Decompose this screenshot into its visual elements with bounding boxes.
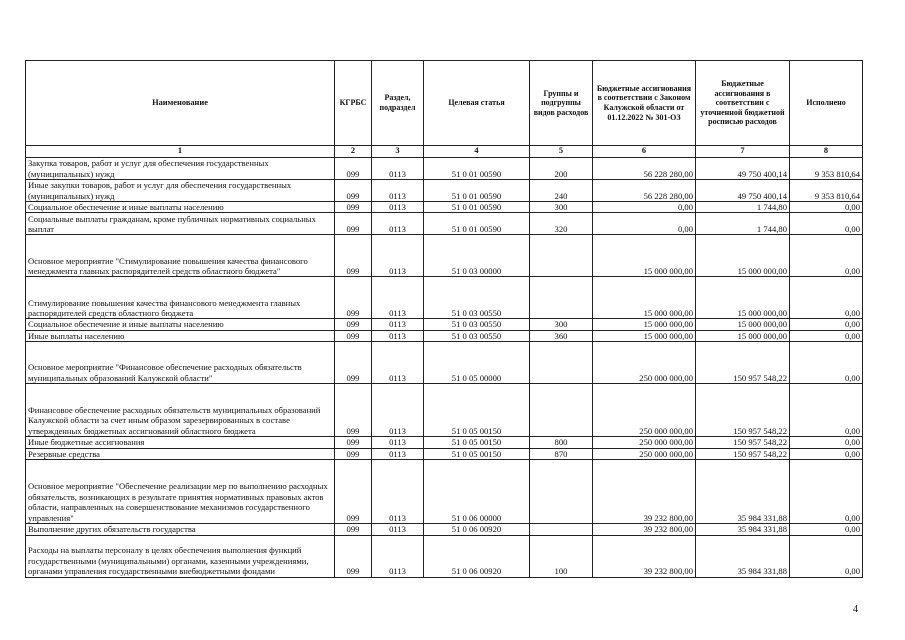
header-target: Целевая статья: [424, 61, 530, 146]
table-row: [26, 535, 863, 577]
row-revised-allocation: 15 000 000,00: [696, 330, 790, 341]
row-kgrbs: 099: [335, 448, 372, 459]
row-name: Основное мероприятие "Стимулирование повышения качества финансового менеджмента главных распорядителей средств областного бюджета": [26, 235, 335, 277]
row-name: Финансовое обеспечение расходных обязательств муниципальных образований Калужской области за счет иным образом зарезервированных в составе утвержденных бюджетных ассигнований областного бюджета: [26, 384, 335, 437]
row-target: 51 0 03 00000: [424, 235, 530, 277]
row-section: 0113: [372, 277, 424, 319]
row-revised-allocation: 35 984 331,88: [696, 524, 790, 535]
row-section: 0113: [372, 384, 424, 437]
row-revised-allocation: 49 750 400,14: [696, 180, 790, 202]
row-section: 0113: [372, 448, 424, 459]
row-revised-allocation: 150 957 548,22: [696, 342, 790, 384]
header-name: Наименование: [26, 61, 335, 146]
table-row: [26, 180, 863, 202]
column-number: 1: [26, 146, 335, 158]
row-law-allocation: 39 232 800,00: [593, 524, 696, 535]
row-section: 0113: [372, 342, 424, 384]
row-section: 0113: [372, 319, 424, 330]
row-name: Социальное обеспечение и иные выплаты населению: [26, 202, 335, 213]
row-kgrbs: 099: [335, 460, 372, 524]
row-target: 51 0 01 00590: [424, 213, 530, 235]
row-name: Стимулирование повышения качества финансового менеджмента главных распорядителей средств областного бюджета: [26, 277, 335, 319]
header-executed: Исполнено: [790, 61, 863, 146]
row-kgrbs: 099: [335, 213, 372, 235]
table-row: [26, 448, 863, 459]
row-law-allocation: 250 000 000,00: [593, 384, 696, 437]
column-number: 7: [696, 146, 790, 158]
row-kgrbs: 099: [335, 180, 372, 202]
table-row: [26, 235, 863, 277]
row-group: [530, 384, 593, 437]
table-row: [26, 319, 863, 330]
table-body: [26, 158, 863, 578]
row-executed: 0,00: [790, 535, 863, 577]
column-number: 8: [790, 146, 863, 158]
row-section: 0113: [372, 235, 424, 277]
row-name: Расходы на выплаты персоналу в целях обеспечения выполнения функций государственными (муниципальными) органами, казенными учреждениями, органами управления государственными внебюджетными фондами: [26, 535, 335, 577]
row-target: 51 0 05 00000: [424, 342, 530, 384]
row-group: 360: [530, 330, 593, 341]
row-kgrbs: 099: [335, 535, 372, 577]
row-revised-allocation: 150 957 548,22: [696, 384, 790, 437]
row-target: 51 0 03 00550: [424, 330, 530, 341]
row-name: Иные выплаты населению: [26, 330, 335, 341]
row-law-allocation: 15 000 000,00: [593, 330, 696, 341]
table-row: [26, 277, 863, 319]
column-number-row: [26, 146, 863, 158]
header-kgrbs: КГРБС: [335, 61, 372, 146]
row-executed: 0,00: [790, 319, 863, 330]
header-row: [26, 61, 863, 146]
row-executed: 9 353 810,64: [790, 180, 863, 202]
row-section: 0113: [372, 158, 424, 180]
row-revised-allocation: 35 984 331,88: [696, 460, 790, 524]
row-group: 300: [530, 202, 593, 213]
row-kgrbs: 099: [335, 437, 372, 448]
row-executed: 0,00: [790, 448, 863, 459]
column-number: 4: [424, 146, 530, 158]
row-law-allocation: 250 000 000,00: [593, 342, 696, 384]
row-executed: 9 353 810,64: [790, 158, 863, 180]
header-revised-allocations: Бюджетные ассигнования в соответствии с уточненной бюджетной росписью расходов: [696, 61, 790, 146]
row-executed: 0,00: [790, 524, 863, 535]
row-law-allocation: 56 228 280,00: [593, 180, 696, 202]
row-group: [530, 460, 593, 524]
table-row: [26, 437, 863, 448]
row-revised-allocation: 15 000 000,00: [696, 277, 790, 319]
row-name: Закупка товаров, работ и услуг для обеспечения государственных (муниципальных) нужд: [26, 158, 335, 180]
row-revised-allocation: 150 957 548,22: [696, 437, 790, 448]
row-section: 0113: [372, 202, 424, 213]
row-kgrbs: 099: [335, 277, 372, 319]
row-executed: 0,00: [790, 437, 863, 448]
row-law-allocation: 0,00: [593, 202, 696, 213]
row-name: Основное мероприятие "Обеспечение реализации мер по выполнению расходных обязательств, возникающих в результате принятия нормативных правовых актов области, направленных на совершенствование механизмов государственного управления": [26, 460, 335, 524]
column-number: 6: [593, 146, 696, 158]
row-group: 320: [530, 213, 593, 235]
row-section: 0113: [372, 330, 424, 341]
row-executed: 0,00: [790, 277, 863, 319]
row-group: [530, 235, 593, 277]
row-section: 0113: [372, 535, 424, 577]
row-name: Иные закупки товаров, работ и услуг для обеспечения государственных (муниципальных) нужд: [26, 180, 335, 202]
row-name: Резервные средства: [26, 448, 335, 459]
row-section: 0113: [372, 180, 424, 202]
row-target: 51 0 06 00920: [424, 535, 530, 577]
row-target: 51 0 05 00150: [424, 437, 530, 448]
row-target: 51 0 05 00150: [424, 448, 530, 459]
row-kgrbs: 099: [335, 342, 372, 384]
row-target: 51 0 06 00000: [424, 460, 530, 524]
row-group: 800: [530, 437, 593, 448]
row-revised-allocation: 1 744,80: [696, 213, 790, 235]
row-kgrbs: 099: [335, 158, 372, 180]
row-target: 51 0 06 00920: [424, 524, 530, 535]
row-executed: 0,00: [790, 460, 863, 524]
row-revised-allocation: 150 957 548,22: [696, 448, 790, 459]
row-target: 51 0 01 00590: [424, 158, 530, 180]
row-revised-allocation: 35 984 331,88: [696, 535, 790, 577]
row-law-allocation: 0,00: [593, 213, 696, 235]
row-section: 0113: [372, 213, 424, 235]
column-number: 5: [530, 146, 593, 158]
row-law-allocation: 15 000 000,00: [593, 277, 696, 319]
row-executed: 0,00: [790, 202, 863, 213]
budget-table: [25, 60, 863, 578]
row-group: 100: [530, 535, 593, 577]
row-law-allocation: 15 000 000,00: [593, 319, 696, 330]
row-revised-allocation: 1 744,80: [696, 202, 790, 213]
row-executed: 0,00: [790, 235, 863, 277]
row-target: 51 0 05 00150: [424, 384, 530, 437]
row-law-allocation: 250 000 000,00: [593, 437, 696, 448]
row-section: 0113: [372, 460, 424, 524]
row-group: 240: [530, 180, 593, 202]
column-number: 2: [335, 146, 372, 158]
row-executed: 0,00: [790, 384, 863, 437]
row-target: 51 0 03 00550: [424, 277, 530, 319]
row-revised-allocation: 15 000 000,00: [696, 319, 790, 330]
row-name: Основное мероприятие "Финансовое обеспечение расходных обязательств муниципальных образований Калужской области": [26, 342, 335, 384]
row-revised-allocation: 49 750 400,14: [696, 158, 790, 180]
table-row: [26, 330, 863, 341]
table-row: [26, 460, 863, 524]
row-group: 200: [530, 158, 593, 180]
row-group: [530, 277, 593, 319]
row-revised-allocation: 15 000 000,00: [696, 235, 790, 277]
row-law-allocation: 15 000 000,00: [593, 235, 696, 277]
header-section: Раздел, подраздел: [372, 61, 424, 146]
row-name: Социальное обеспечение и иные выплаты населению: [26, 319, 335, 330]
row-law-allocation: 39 232 800,00: [593, 535, 696, 577]
row-name: Иные бюджетные ассигнования: [26, 437, 335, 448]
row-group: [530, 524, 593, 535]
table-row: [26, 384, 863, 437]
row-section: 0113: [372, 437, 424, 448]
row-target: 51 0 01 00590: [424, 180, 530, 202]
row-name: Социальные выплаты гражданам, кроме публичных нормативных социальных выплат: [26, 213, 335, 235]
column-number: 3: [372, 146, 424, 158]
row-name: Выполнение других обязательств государства: [26, 524, 335, 535]
header-groups: Группы и подгруппы видов расходов: [530, 61, 593, 146]
page-number: 4: [853, 604, 858, 615]
row-group: [530, 342, 593, 384]
row-executed: 0,00: [790, 330, 863, 341]
row-section: 0113: [372, 524, 424, 535]
table-row: [26, 524, 863, 535]
row-law-allocation: 39 232 800,00: [593, 460, 696, 524]
row-kgrbs: 099: [335, 524, 372, 535]
row-kgrbs: 099: [335, 330, 372, 341]
row-executed: 0,00: [790, 213, 863, 235]
table-row: [26, 213, 863, 235]
row-law-allocation: 250 000 000,00: [593, 448, 696, 459]
header-law-allocations: Бюджетные ассигнования в соответствии с Законом Калужской области от 01.12.2022 № 301-ОЗ: [593, 61, 696, 146]
table-row: [26, 342, 863, 384]
row-kgrbs: 099: [335, 235, 372, 277]
row-law-allocation: 56 228 280,00: [593, 158, 696, 180]
row-kgrbs: 099: [335, 202, 372, 213]
row-target: 51 0 03 00550: [424, 319, 530, 330]
table-row: [26, 202, 863, 213]
row-group: 300: [530, 319, 593, 330]
row-kgrbs: 099: [335, 384, 372, 437]
row-group: 870: [530, 448, 593, 459]
table-row: [26, 158, 863, 180]
row-executed: 0,00: [790, 342, 863, 384]
row-kgrbs: 099: [335, 319, 372, 330]
row-target: 51 0 01 00590: [424, 202, 530, 213]
